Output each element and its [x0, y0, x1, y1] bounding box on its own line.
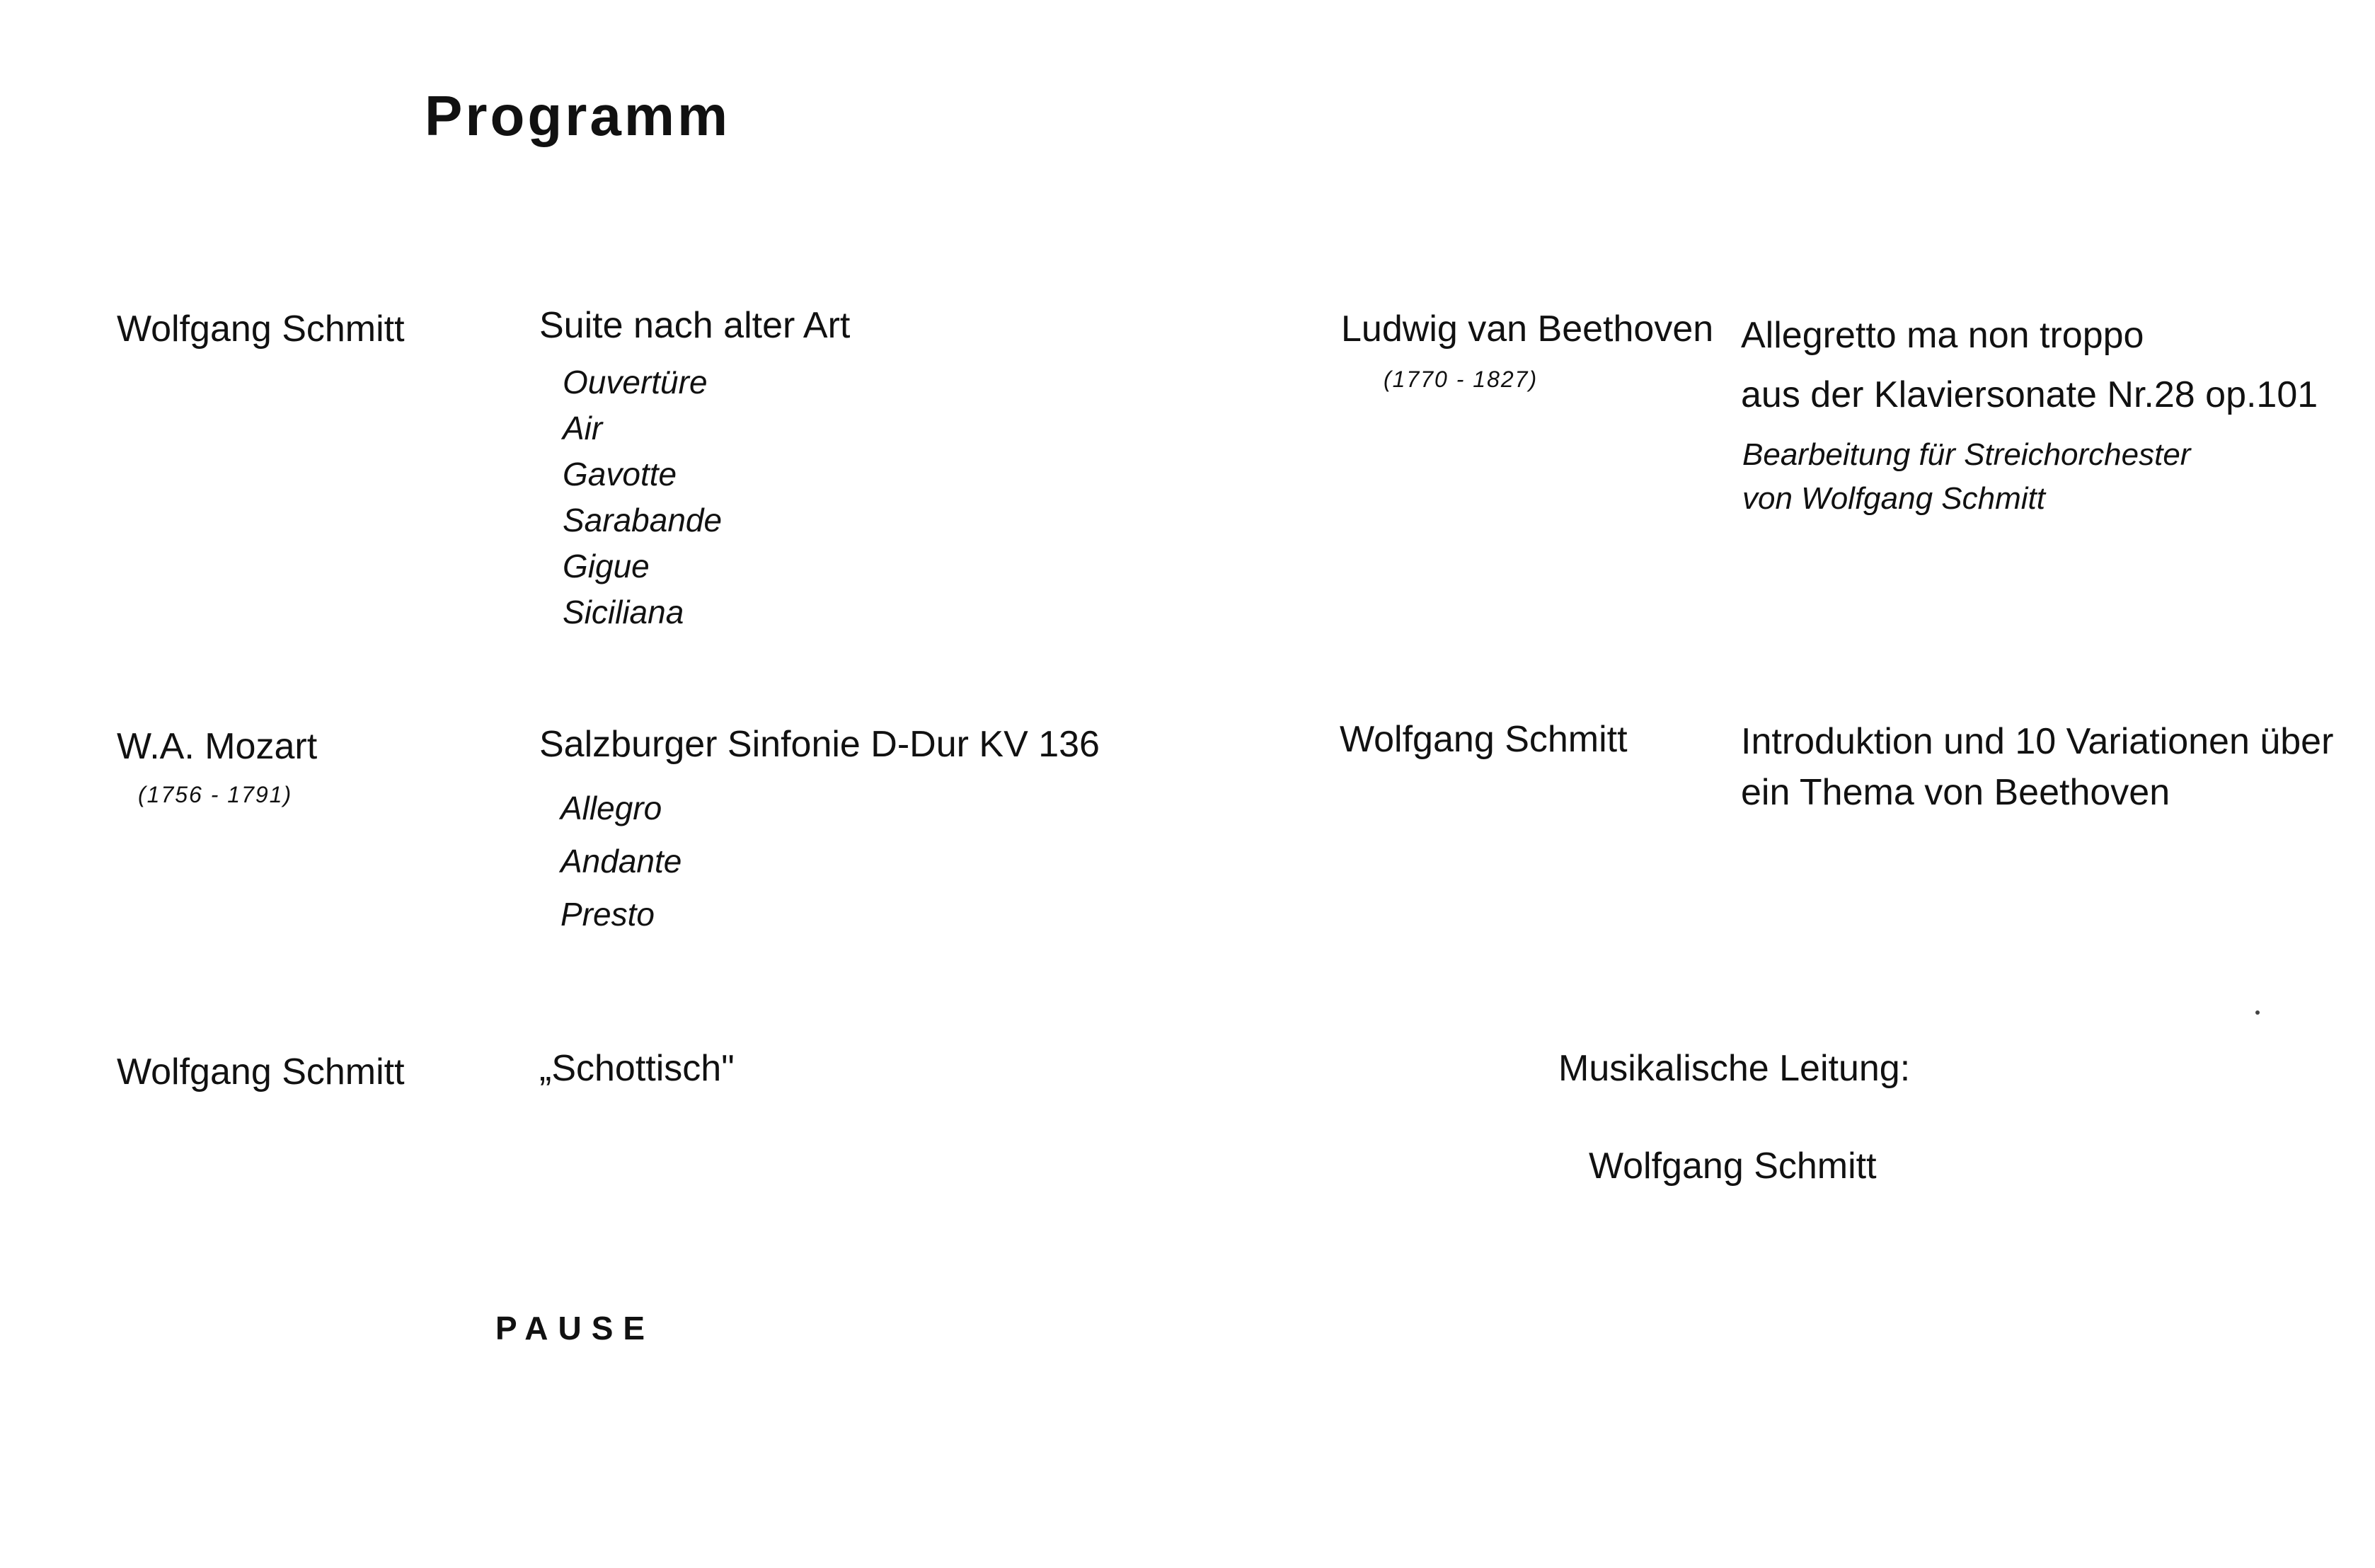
- composer-name: Ludwig van Beethoven: [1341, 309, 1714, 350]
- composer-dates: (1770 - 1827): [1384, 367, 1539, 392]
- composer-name: Wolfgang Schmitt: [117, 1051, 405, 1093]
- movement-item: Gigue: [563, 548, 650, 584]
- work-title-line: Introduktion und 10 Variationen über: [1741, 721, 2334, 762]
- movement-list: [560, 782, 682, 941]
- work-title: Suite nach alter Art: [539, 305, 851, 346]
- arrangement-line: Bearbeitung für Streichorchester: [1742, 437, 2191, 472]
- work-title: Salzburger Sinfonie D-Dur KV 136: [539, 724, 1100, 765]
- movement-item: Andante: [560, 843, 682, 880]
- movement-item: Air: [563, 410, 603, 446]
- composer-name: Wolfgang Schmitt: [117, 309, 405, 350]
- composer-dates: (1756 - 1791): [138, 782, 293, 807]
- page-title: Programm: [425, 84, 731, 147]
- movement-item: Gavotte: [563, 456, 677, 492]
- work-title-line: ein Thema von Beethoven: [1741, 772, 2170, 813]
- movement-item: Siciliana: [563, 594, 684, 630]
- pause-label: PAUSE: [495, 1310, 655, 1347]
- composer-name: Wolfgang Schmitt: [1340, 719, 1628, 760]
- arrangement-note: [1742, 433, 2190, 521]
- work-title: [1741, 716, 2333, 818]
- work-title-line: aus der Klaviersonate Nr.28 op.101: [1741, 374, 2318, 415]
- direction-label: Musikalische Leitung:: [1558, 1048, 1911, 1089]
- movement-item: Presto: [560, 896, 655, 933]
- movement-item: Allegro: [560, 790, 662, 826]
- movement-item: Ouvertüre: [563, 364, 708, 400]
- scan-speck: [2255, 1010, 2260, 1015]
- director-name: Wolfgang Schmitt: [1589, 1146, 1877, 1187]
- composer-name: W.A. Mozart: [117, 726, 318, 767]
- movement-item: Sarabande: [563, 502, 723, 538]
- movement-list: [563, 359, 722, 635]
- arrangement-line: von Wolfgang Schmitt: [1742, 481, 2045, 516]
- work-title: [1741, 306, 2318, 425]
- work-title: „Schottisch": [539, 1048, 735, 1089]
- work-title-line: Allegretto ma non troppo: [1741, 315, 2144, 356]
